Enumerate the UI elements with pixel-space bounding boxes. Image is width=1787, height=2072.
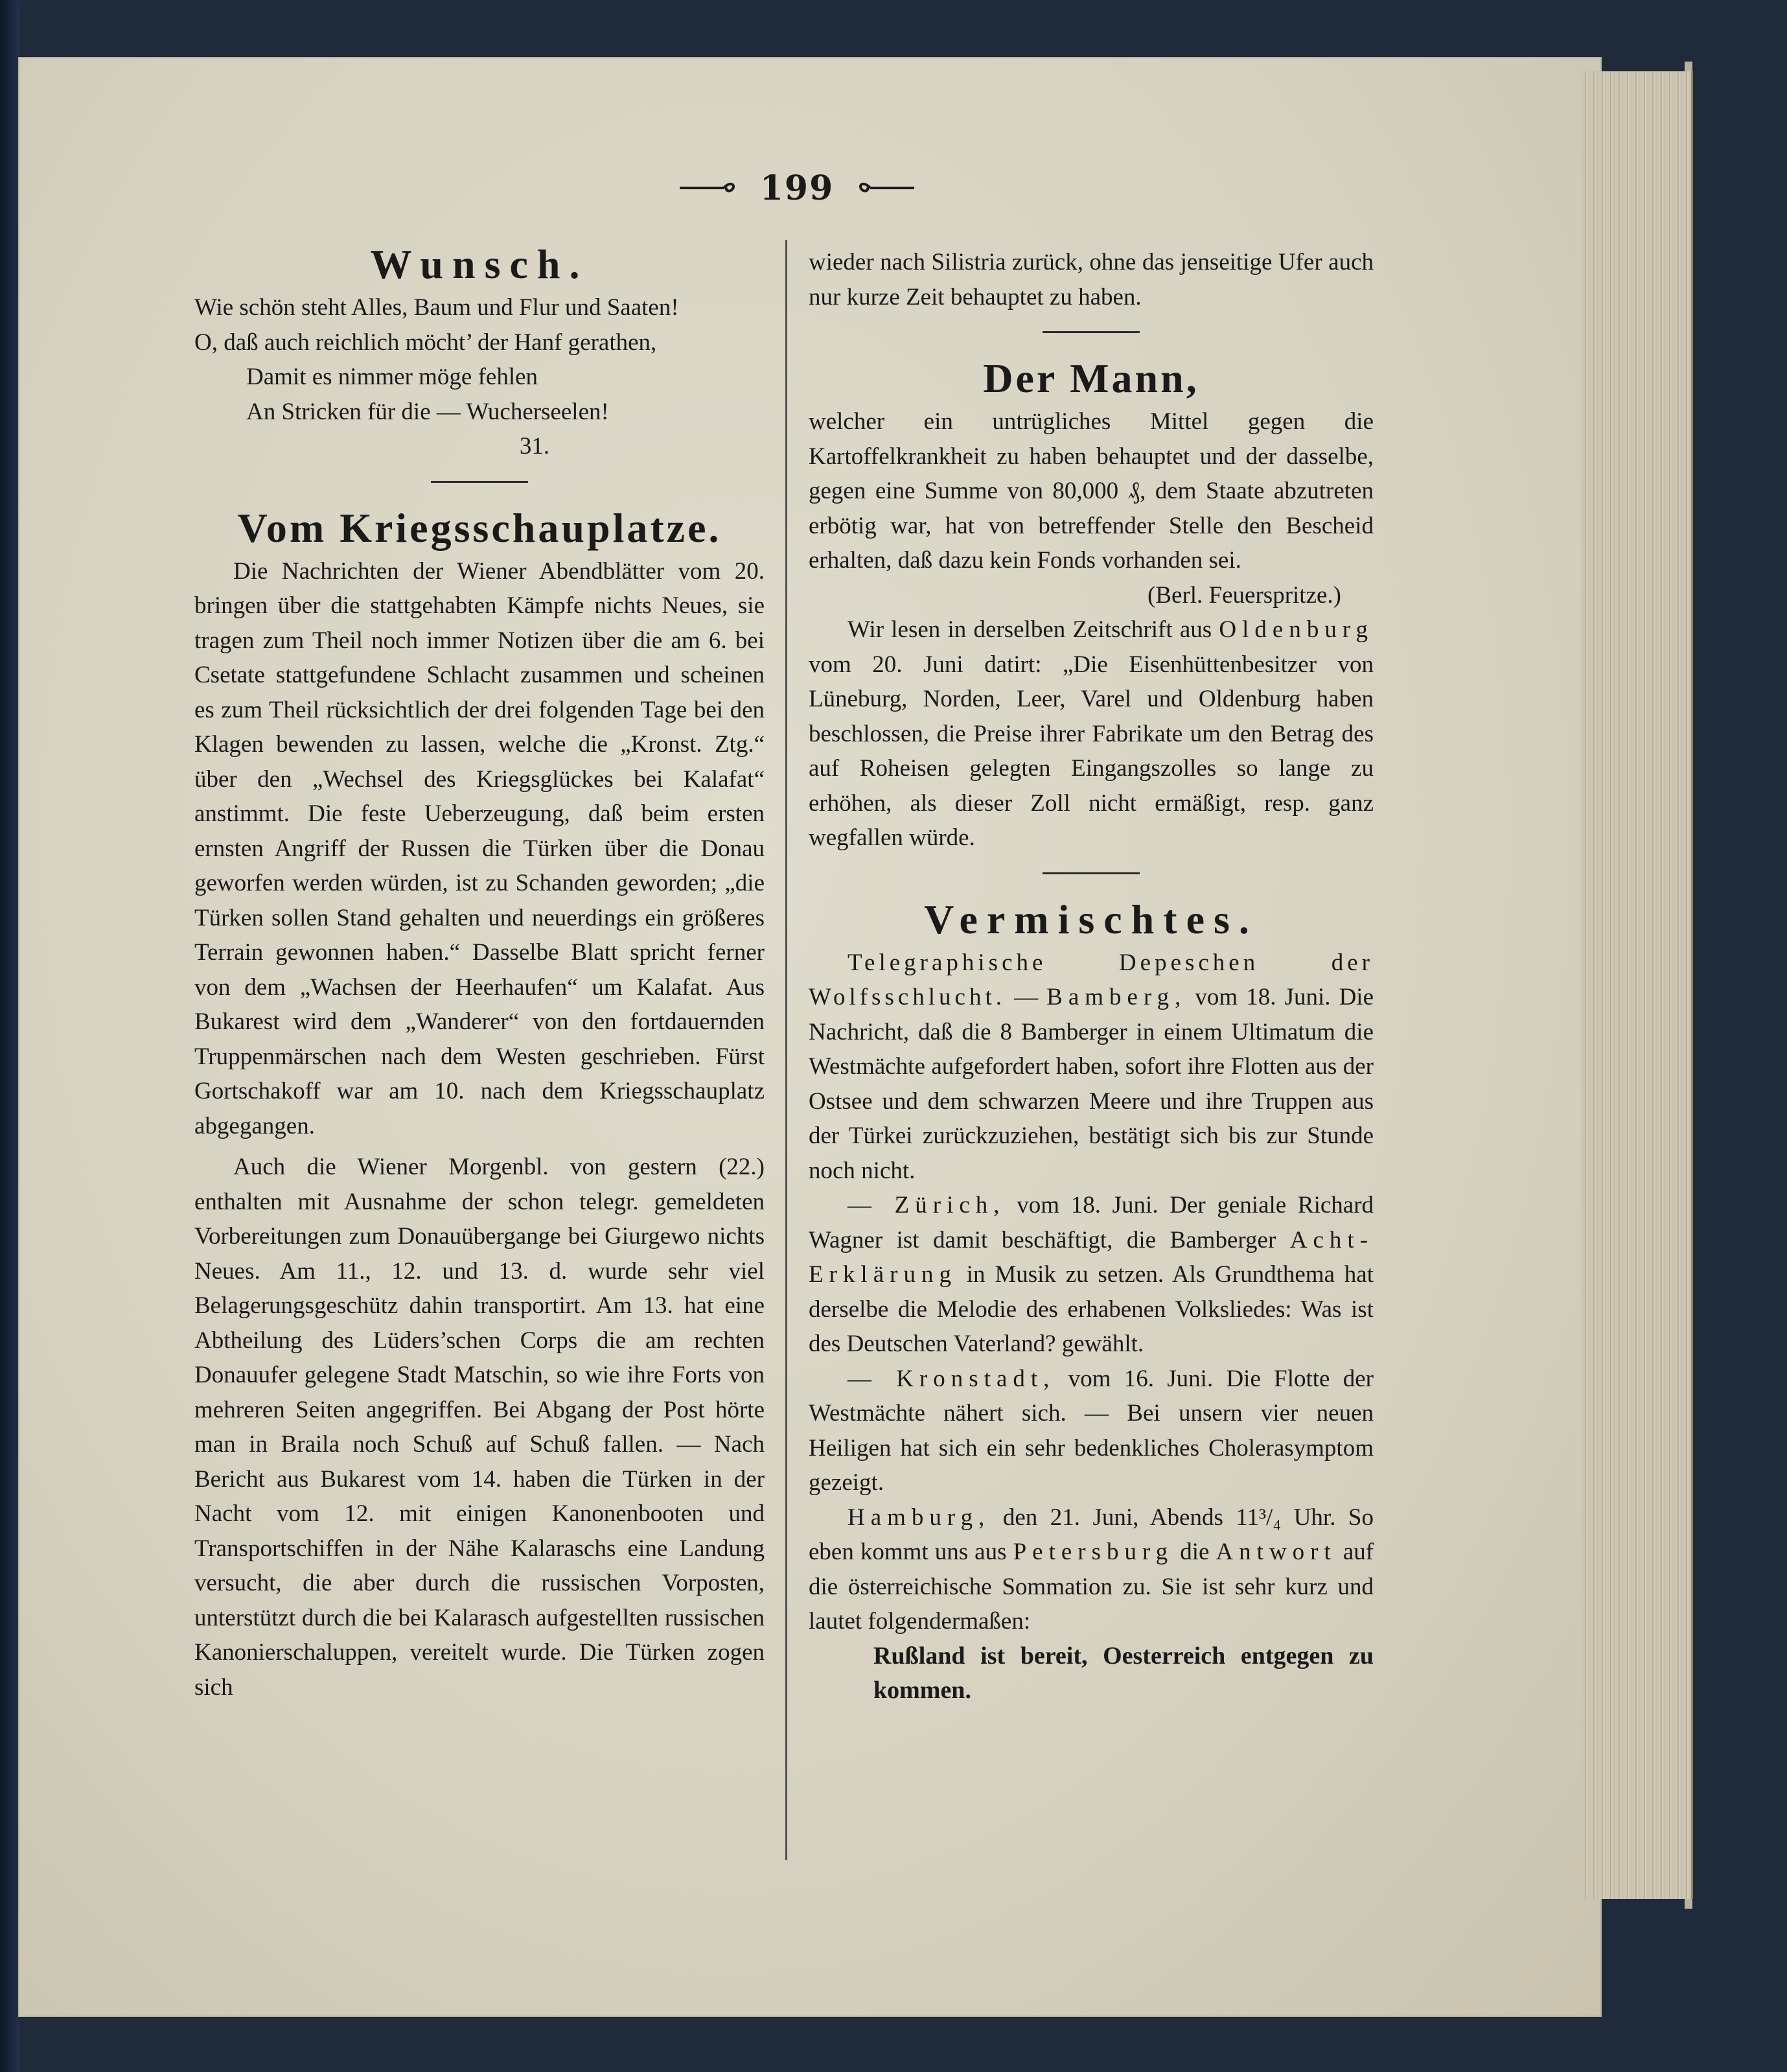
article-paragraph — [809, 1500, 1374, 1639]
text-run: Wir lesen in derselben Zeitschrift aus — [847, 616, 1212, 643]
final-statement: Rußland ist bereit, Oesterreich entgegen zu kommen. — [873, 1642, 1374, 1704]
left-column — [194, 239, 765, 1705]
article-paragraph — [809, 1362, 1374, 1500]
text-run: vom 18. Juni. Die Nachricht, daß die 8 Bamberger in einem Ultimatum die Westmächte aufgefordert haben, sofort ihre Flotten aus der Ostsee und dem schwarzen Meere und ihre Truppen aus der Türkei zurückzuziehen, bestätigt sich bis zur Stunde noch nicht. — [809, 984, 1374, 1184]
article-paragraph: wieder nach Silistria zurück, ohne das jenseitige Ufer auch nur kurze Zeit behauptet zu haben. — [809, 249, 1374, 310]
text-run: vom 18. Juni. Der geniale Richard Wagner ist damit beschäftigt, die Bamberger — [809, 1192, 1374, 1253]
article-paragraph: Die Nachrichten der Wiener Abendblätter vom 20. bringen über die stattgehabten Kämpfe nichts Neues, sie tragen zum Theil noch immer Notizen über die am 6. bei Csetate stattgefundene Schlacht zusammen und scheinen es zum Theil rücksichtlich der drei folgenden Tage bei den Klagen bewenden zu lassen, welche die „Kronst. Ztg.“ über den „Wechsel des Kriegsglückes bei Kalafat“ anstimmt. Die feste Ueberzeugung, daß beim ersten ernsten Angriff der Russen die Türken über die Donau geworfen werden würden, ist zu Schanden geworden; „die Türken sollen Stand gehalten und neuerdings ein größeres Terrain gewonnen haben.“ Dasselbe Blatt spricht ferner von dem „Wachsen der Heerhaufen“ um Kalafat. Aus Bukarest wird dem „Wanderer“ von den fortdauernden Truppenmärschen nach dem Westen geschrieben. Fürst Gortschakoff war am 10. nach dem Kriegsschauplatz abgegangen. — [194, 557, 765, 1139]
place-name: Petersburg — [1013, 1539, 1174, 1565]
book-spine — [0, 0, 19, 2072]
article-paragraph: welcher ein untrügliches Mittel gegen die Kartoffelkrankheit zu haben behauptet und der dasselbe, gegen eine Summe von 80,000 ₰, dem Staate abzutreten erbötig war, hat von betreffender Stelle den Bescheid erhalten, daß dazu kein Fonds vorhanden sei. — [809, 408, 1374, 574]
text-run: in Musik zu setzen. Als Grundthema hat derselbe die Melodie des erhabenen Volksliedes: Was ist des Deutschen Vaterland? gewählt. — [809, 1261, 1374, 1357]
place-name: Oldenburg — [1219, 616, 1374, 643]
text-run: auf die österreichische Sommation zu. Sie ist sehr kurz und lautet folgendermaßen: — [809, 1539, 1374, 1635]
right-column — [809, 245, 1374, 1708]
left-ornament-icon — [678, 178, 737, 198]
article-paragraph: Auch die Wiener Morgenbl. von gestern (22.) enthalten mit Ausnahme der schon telegr. gemeldeten Vorbereitungen zum Donauübergange bei Giurgewo nichts Neues. Am 11., 12. und 13. d. wurde sehr viel Belagerungsgeschütz dahin transportirt. Am 13. hat eine Abtheilung des Lüders’schen Corps die am rechten Donauufer gelegene Stadt Matschin, so wie ihre Forts von mehreren Seiten angegriffen. Bei Abgang der Post hörte man in Braila noch Schuß auf Schuß fallen. — Nach Bericht aus Bukarest vom 14. haben die Türken in der Nacht vom 12. mit einigen Kanonenbooten und Transportschiffen in der Nähe Kalaraschs eine Landung versucht, die aber durch die russischen Vorposten, unterstützt durch die bei Kalarasch aufgestellten russischen Kanonierschaluppen, vereitelt wurde. Die Türken zogen sich — [194, 1154, 765, 1701]
section-divider — [431, 481, 528, 483]
place-name: Telegraphische Depeschen der Wolfsschlucht. — [809, 949, 1374, 1010]
article-paragraph — [809, 1188, 1374, 1362]
source-citation: (Berl. Feuerspritze.) — [1147, 581, 1341, 609]
poem-line: Damit es nimmer möge fehlen — [246, 364, 538, 390]
text-run: die — [1180, 1539, 1210, 1565]
column-divider — [785, 240, 787, 1860]
place-name: Hamburg, — [847, 1504, 991, 1531]
page-number: 199 — [759, 168, 835, 208]
right-ornament-icon — [857, 178, 916, 198]
section-title: Der Mann, — [983, 355, 1199, 401]
poem-line: O, daß auch reichlich möcht’ der Hanf gerathen, — [194, 329, 657, 356]
text-run: den 21. Juni, Abends 11³/₄ Uhr. So eben kommt uns aus — [809, 1504, 1374, 1565]
emphasis-text: Antwort — [1216, 1539, 1337, 1565]
section-divider — [1043, 331, 1140, 333]
poem-title: Wunsch. — [370, 241, 589, 287]
poem-line: Wie schön steht Alles, Baum und Flur und Saaten! — [194, 294, 679, 321]
article-paragraph — [809, 612, 1374, 856]
page-edges — [1581, 71, 1693, 1899]
place-name: — Kronstadt, — [847, 1365, 1055, 1392]
poem-line: An Stricken für die — Wucherseelen! — [246, 398, 609, 425]
text-run: vom 20. Juni datirt: „Die Eisenhüttenbesitzer von Lüneburg, Norden, Leer, Varel und Oldenburg haben beschlossen, die Preise ihrer Fabrikate um den Betrag des auf Roheisen gelegten Eingangszolles so lange zu erhöhen, als dieser Zoll nicht ermäßigt, resp. ganz wegfallen würde. — [809, 651, 1374, 851]
emphasis-text: Acht-Erklärung — [809, 1226, 1374, 1288]
place-name: Bamberg, — [1046, 984, 1187, 1010]
section-title: Vom Kriegsschauplatze. — [237, 504, 722, 551]
poem-number: 31. — [519, 433, 550, 460]
section-divider — [1043, 872, 1140, 874]
text-run: vom 16. Juni. Die Flotte der Westmächte nähert sich. — Bei unsern vier neuen Heiligen hat sich ein sehr bedenkliches Cholerasymptom gezeigt. — [809, 1365, 1374, 1496]
article-paragraph: Telegraphische Depeschen der Wolfsschlucht. — Bamberg, vom 18. Juni. Die Nachricht, daß die 8 Bamberger in einem Ultimatum die Westmächte aufgefordert haben, sofort ihre Flotten aus der Ostsee und dem schwarzen Meere und ihre Truppen aus der Türkei zurückzuziehen, bestätigt sich bis zur Stunde noch nicht. — [809, 949, 1374, 1184]
section-title: Vermischtes. — [924, 896, 1258, 942]
place-name: — Zürich, — [847, 1192, 1006, 1218]
page-header — [667, 165, 927, 211]
